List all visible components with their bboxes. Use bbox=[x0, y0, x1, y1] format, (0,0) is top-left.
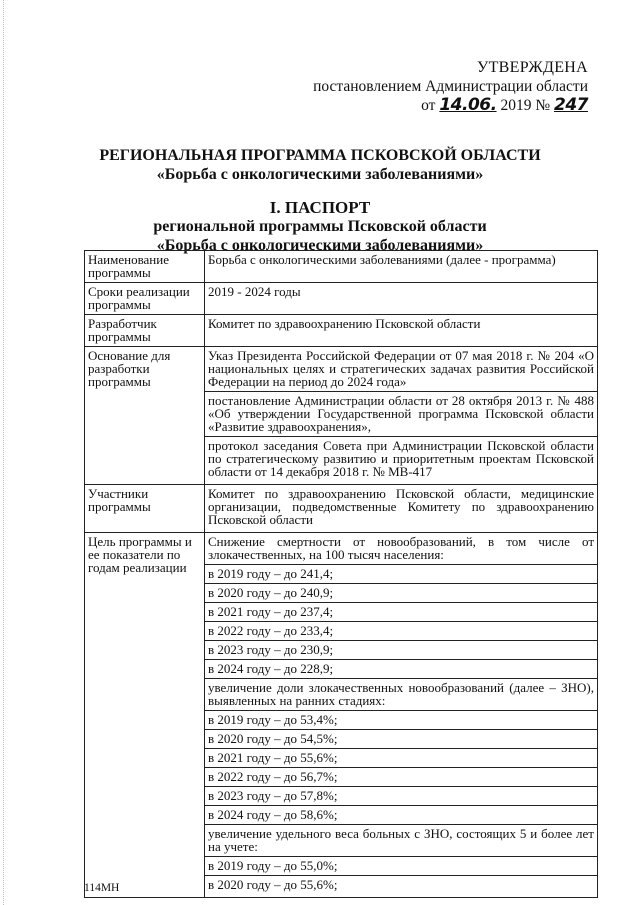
passport-subtitle-1: региональной программы Псковской области bbox=[153, 218, 487, 235]
value-item: в 2019 году – до 53,4%; bbox=[205, 710, 597, 729]
row-value bbox=[205, 347, 598, 485]
program-title-line1: РЕГИОНАЛЬНАЯ ПРОГРАММА ПСКОВСКОЙ ОБЛАСТИ bbox=[99, 147, 541, 164]
value-item: Снижение смертности от новообразований, в том числе от злокачественных, на 100 тысяч населения: bbox=[208, 534, 594, 562]
footer-code: 114МН bbox=[84, 882, 120, 894]
row-label: Участники программы bbox=[85, 485, 205, 533]
passport-table bbox=[84, 250, 598, 898]
value-item: в 2024 году – до 58,6%; bbox=[205, 805, 597, 824]
value-item: Комитет по здравоохранению Псковской области, медицинские организации, подведомственные Комитету по здравоохранению Псковской области bbox=[208, 486, 594, 527]
table-row bbox=[85, 485, 598, 533]
value-item: в 2020 году – до 54,5%; bbox=[205, 729, 597, 748]
table-row bbox=[85, 283, 598, 315]
passport-heading bbox=[0, 198, 640, 255]
value-item: 2019 - 2024 годы bbox=[208, 284, 301, 299]
value-item: в 2022 году – до 56,7%; bbox=[205, 767, 597, 786]
value-item: Борьба с онкологическими заболеваниями (далее - программа) bbox=[208, 252, 556, 267]
approved-word: УТВЕРЖДЕНА bbox=[476, 59, 588, 76]
value-item: в 2023 году – до 57,8%; bbox=[205, 786, 597, 805]
passport-title: I. ПАСПОРТ bbox=[269, 198, 371, 217]
value-item: в 2021 году – до 55,6%; bbox=[205, 748, 597, 767]
program-title-line2: «Борьба с онкологическими заболеваниями» bbox=[156, 166, 484, 183]
approval-block bbox=[313, 58, 588, 115]
value-item: Комитет по здравоохранению Псковской области bbox=[208, 316, 481, 331]
value-item: увеличение доли злокачественных новообразований (далее – ЗНО), выявленных на ранних стадиях: bbox=[205, 678, 597, 710]
value-item: протокол заседания Совета при Администрации Псковской области по стратегическому развитию и приоритетным проектам Псковской области от 14 декабря 2018 г. № МВ-417 bbox=[205, 436, 597, 481]
row-label: Наименование программы bbox=[85, 251, 205, 283]
value-item: Указ Президента Российской Федерации от 07 мая 2018 г. № 204 «О национальных целях и стратегических задачах развития Российской Федерации на период до 2024 года» bbox=[208, 348, 594, 389]
passport-subtitle-2: «Борьба с онкологическими заболеваниями» bbox=[156, 237, 484, 254]
value-item: в 2022 году – до 233,4; bbox=[205, 621, 597, 640]
value-item: в 2021 году – до 237,4; bbox=[205, 602, 597, 621]
value-item: в 2023 году – до 230,9; bbox=[205, 640, 597, 659]
decree-date-line bbox=[313, 96, 588, 115]
row-value bbox=[205, 485, 598, 533]
value-item: в 2019 году – до 241,4; bbox=[205, 564, 597, 583]
value-item: в 2024 году – до 228,9; bbox=[205, 659, 597, 678]
row-value bbox=[205, 251, 598, 283]
page-edge-dots bbox=[3, 0, 5, 905]
value-item: в 2019 году – до 55,0%; bbox=[205, 856, 597, 875]
program-title bbox=[0, 146, 640, 184]
row-label: Разработчик программы bbox=[85, 315, 205, 347]
from-prefix: от bbox=[421, 97, 436, 114]
row-label: Сроки реализации программы bbox=[85, 283, 205, 315]
table-row bbox=[85, 347, 598, 485]
decree-text: постановлением Администрации области bbox=[313, 78, 588, 95]
value-item: в 2020 году – до 240,9; bbox=[205, 583, 597, 602]
row-value bbox=[205, 533, 598, 898]
table-row bbox=[85, 251, 598, 283]
row-value bbox=[205, 283, 598, 315]
row-value bbox=[205, 315, 598, 347]
value-item: постановление Администрации области от 28 октября 2013 г. № 488 «Об утверждении Государственной программа Псковской области «Развитие здравоохранения», bbox=[205, 391, 597, 436]
table-row bbox=[85, 315, 598, 347]
handwritten-number: 247 bbox=[554, 95, 588, 115]
table-row bbox=[85, 533, 598, 898]
row-label: Цель программы и ее показатели по годам реализации bbox=[85, 533, 205, 898]
row-label: Основание для разработки программы bbox=[85, 347, 205, 485]
handwritten-date: 14.06. bbox=[439, 95, 497, 115]
year-text: 2019 № bbox=[500, 97, 551, 114]
value-item: в 2020 году – до 55,6%; bbox=[205, 875, 597, 894]
value-item: увеличение удельного веса больных с ЗНО, состоящих 5 и более лет на учете: bbox=[205, 824, 597, 856]
